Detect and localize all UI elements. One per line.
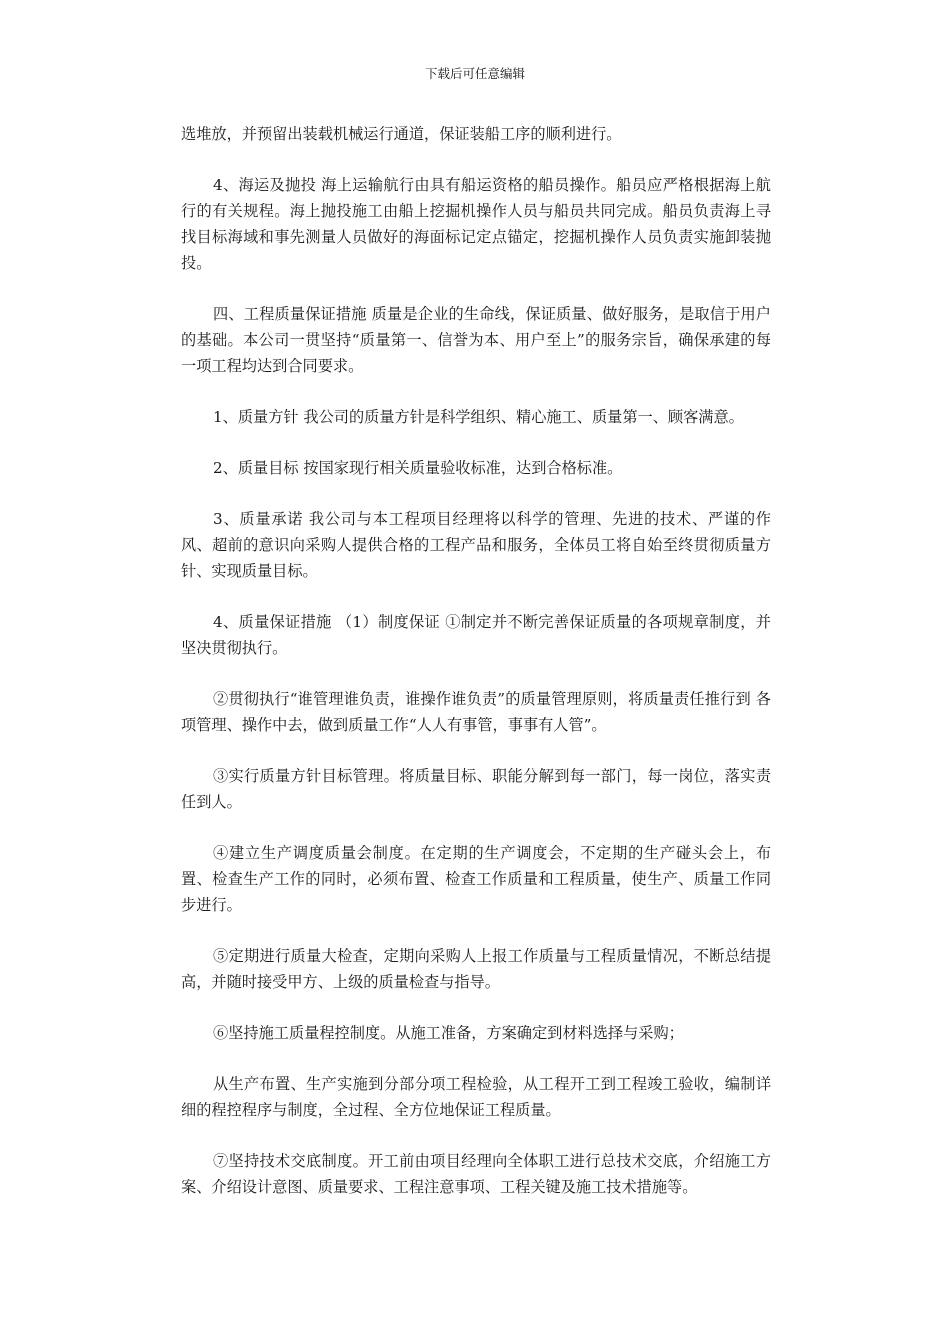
paragraph-quality-goal: 2、质量目标 按国家现行相关质量验收标准，达到合格标准。 bbox=[213, 459, 623, 477]
paragraph-maritime-dumping: 4、海运及抛投 海上运输航行由具有船运资格的船员操作。船员应严格根据海上航行的有关规程。海上抛投施工由船上挖掘机操作人员与船员共同完成。船员负责海上寻找目标海域和事先测量人员做好的海面标记定点锚定，挖掘机操作人员负责实施卸装抛投。 bbox=[181, 176, 771, 272]
paragraph-continuation: 选堆放，并预留出装载机械运行通道，保证装船工序的顺利进行。 bbox=[181, 125, 622, 143]
page-header: 下载后可任意编辑 bbox=[424, 66, 525, 81]
paragraph-item-7: ⑦坚持技术交底制度。开工前由项目经理向全体职工进行总技术交底，介绍施工方案、介绍设计意图、质量要求、工程注意事项、工程关键及施工技术措施等。 bbox=[181, 1152, 771, 1196]
paragraph-item-6-continued: 从生产布置、生产实施到分部分项工程检验，从工程开工到工程竣工验收，编制详细的程控程序与制度，全过程、全方位地保证工程质量。 bbox=[181, 1075, 771, 1119]
paragraph-quality-policy: 1、质量方针 我公司的质量方针是科学组织、精心施工、质量第一、顾客满意。 bbox=[213, 408, 744, 426]
paragraph-item-3: ③实行质量方针目标管理。将质量目标、职能分解到每一部门，每一岗位，落实责任到人。 bbox=[181, 767, 771, 811]
paragraph-item-2: ②贯彻执行“谁管理谁负责，谁操作谁负责”的质量管理原则，将质量责任推行到 各项管理、操作中去，做到质量工作“人人有事管，事事有人管”。 bbox=[181, 690, 771, 734]
paragraph-quality-assurance: 4、质量保证措施 （1）制度保证 ①制定并不断完善保证质量的各项规章制度，并坚决贯彻执行。 bbox=[181, 613, 771, 657]
paragraph-item-4: ④建立生产调度质量会制度。在定期的生产调度会，不定期的生产碰头会上，布置、检查生产工作的同时，必须布置、检查工作质量和工程质量，使生产、质量工作同步进行。 bbox=[181, 844, 771, 914]
paragraph-quality-measures: 四、工程质量保证措施 质量是企业的生命线，保证质量、做好服务，是取信于用户的基础。本公司一贯坚持“质量第一、信誉为本、用户至上”的服务宗旨，确保承建的每一项工程均达到合同要求。 bbox=[181, 305, 771, 375]
document-body bbox=[181, 121, 771, 1225]
paragraph-quality-commitment: 3、质量承诺 我公司与本工程项目经理将以科学的管理、先进的技术、严谨的作风、超前的意识向采购人提供合格的工程产品和服务，全体员工将自始至终贯彻质量方针、实现质量目标。 bbox=[181, 510, 771, 580]
paragraph-item-6: ⑥坚持施工质量程控制度。从施工准备，方案确定到材料选择与采购； bbox=[213, 1024, 684, 1042]
paragraph-item-5: ⑤定期进行质量大检查，定期向采购人上报工作质量与工程质量情况，不断总结提高，并随时接受甲方、上级的质量检查与指导。 bbox=[181, 947, 771, 991]
